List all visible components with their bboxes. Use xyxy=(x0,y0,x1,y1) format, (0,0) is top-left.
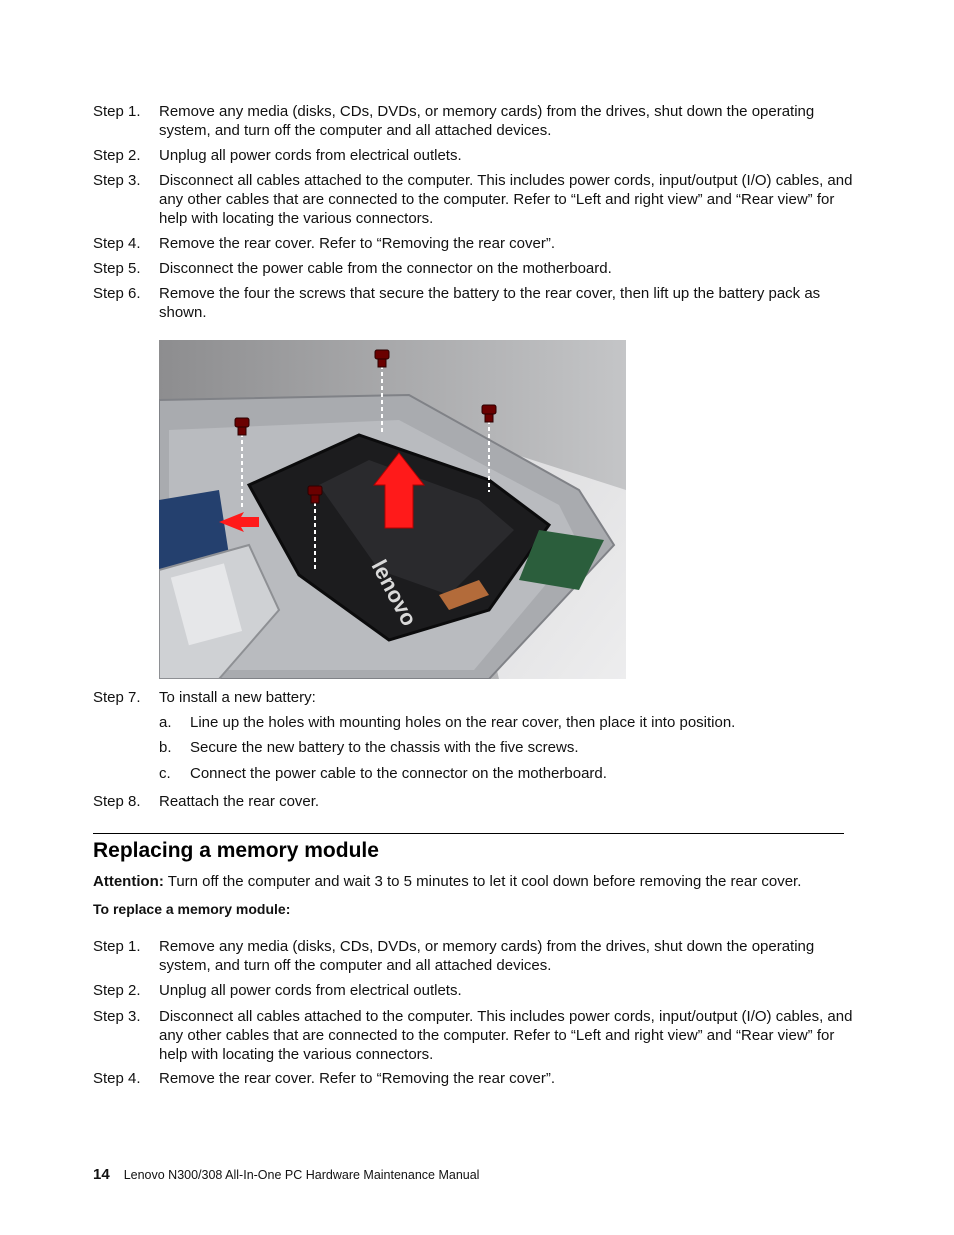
substep-letter: b. xyxy=(159,739,172,756)
substep-c xyxy=(159,764,849,783)
step-number: Step 1. xyxy=(93,938,141,955)
step-text: Disconnect all cables attached to the computer. This includes power cords, input/output (I/O) cables, and any other cables that are connected to the computer. Refer to “Left and right view” and “Rear view” for help with locating the various connectors. xyxy=(159,172,853,227)
step-number: Step 3. xyxy=(93,1008,141,1025)
step-4 xyxy=(93,234,853,253)
step-number: Step 4. xyxy=(93,1070,141,1087)
step-2 xyxy=(93,146,853,165)
substep-text: Secure the new battery to the chassis with the five screws. xyxy=(190,739,579,756)
step-text: Reattach the rear cover. xyxy=(159,793,320,810)
memory-step-2 xyxy=(93,981,853,1000)
manual-title: Lenovo N300/308 All-In-One PC Hardware Maintenance Manual xyxy=(123,1168,480,1182)
step-number: Step 8. xyxy=(93,793,141,810)
step-number: Step 2. xyxy=(93,147,141,164)
step-text: Disconnect all cables attached to the computer. This includes power cords, input/output (I/O) cables, and any other cables that are connected to the computer. Refer to “Left and right view” and “Rear view” for help with locating the various connectors. xyxy=(159,1008,853,1063)
step-text: Unplug all power cords from electrical outlets. xyxy=(159,147,462,164)
step-3 xyxy=(93,171,853,228)
step-7 xyxy=(93,688,853,707)
step-number: Step 4. xyxy=(93,235,141,252)
step-text: Remove the rear cover. Refer to “Removing the rear cover”. xyxy=(159,235,555,252)
attention-note xyxy=(93,872,873,891)
step-6 xyxy=(93,284,833,322)
substep-letter: c. xyxy=(159,765,171,782)
memory-step-4 xyxy=(93,1069,853,1088)
substep-text: Connect the power cable to the connector on the motherboard. xyxy=(190,765,607,782)
step-number: Step 7. xyxy=(93,689,141,706)
page-number: 14 xyxy=(93,1166,110,1183)
section-divider xyxy=(93,833,844,834)
step-number: Step 3. xyxy=(93,172,141,189)
step-5 xyxy=(93,259,853,278)
step-number: Step 2. xyxy=(93,982,141,999)
procedure-label: To replace a memory module: xyxy=(93,901,291,917)
step-text: Remove the four the screws that secure the battery to the rear cover, then lift up the battery pack as shown. xyxy=(159,285,821,321)
step-number: Step 6. xyxy=(93,285,141,302)
step-number: Step 5. xyxy=(93,260,141,277)
battery-brand-logo: lenovo xyxy=(366,555,422,630)
attention-text: Turn off the computer and wait 3 to 5 minutes to let it cool down before removing the rear cover. xyxy=(163,873,802,890)
step-text: To install a new battery: xyxy=(159,689,316,706)
section-heading: Replacing a memory module xyxy=(93,839,379,862)
substep-a xyxy=(159,713,849,732)
memory-step-1 xyxy=(93,937,853,975)
substep-b xyxy=(159,738,849,757)
step-text: Remove the rear cover. Refer to “Removing the rear cover”. xyxy=(159,1070,555,1087)
step-text: Disconnect the power cable from the connector on the motherboard. xyxy=(159,260,612,277)
memory-step-3 xyxy=(93,1007,853,1064)
step-number: Step 1. xyxy=(93,103,141,120)
step-text: Remove any media (disks, CDs, DVDs, or memory cards) from the drives, shut down the operating system, and turn off the computer and all attached devices. xyxy=(159,103,815,139)
step-text: Unplug all power cords from electrical outlets. xyxy=(159,982,462,999)
substep-letter: a. xyxy=(159,714,172,731)
attention-label: Attention: xyxy=(93,873,164,890)
step-8 xyxy=(93,792,853,811)
substep-text: Line up the holes with mounting holes on the rear cover, then place it into position. xyxy=(190,714,736,731)
battery-removal-photo xyxy=(159,340,626,679)
page-footer xyxy=(93,1165,479,1185)
step-text: Remove any media (disks, CDs, DVDs, or memory cards) from the drives, shut down the operating system, and turn off the computer and all attached devices. xyxy=(159,938,815,974)
step-1 xyxy=(93,102,853,140)
